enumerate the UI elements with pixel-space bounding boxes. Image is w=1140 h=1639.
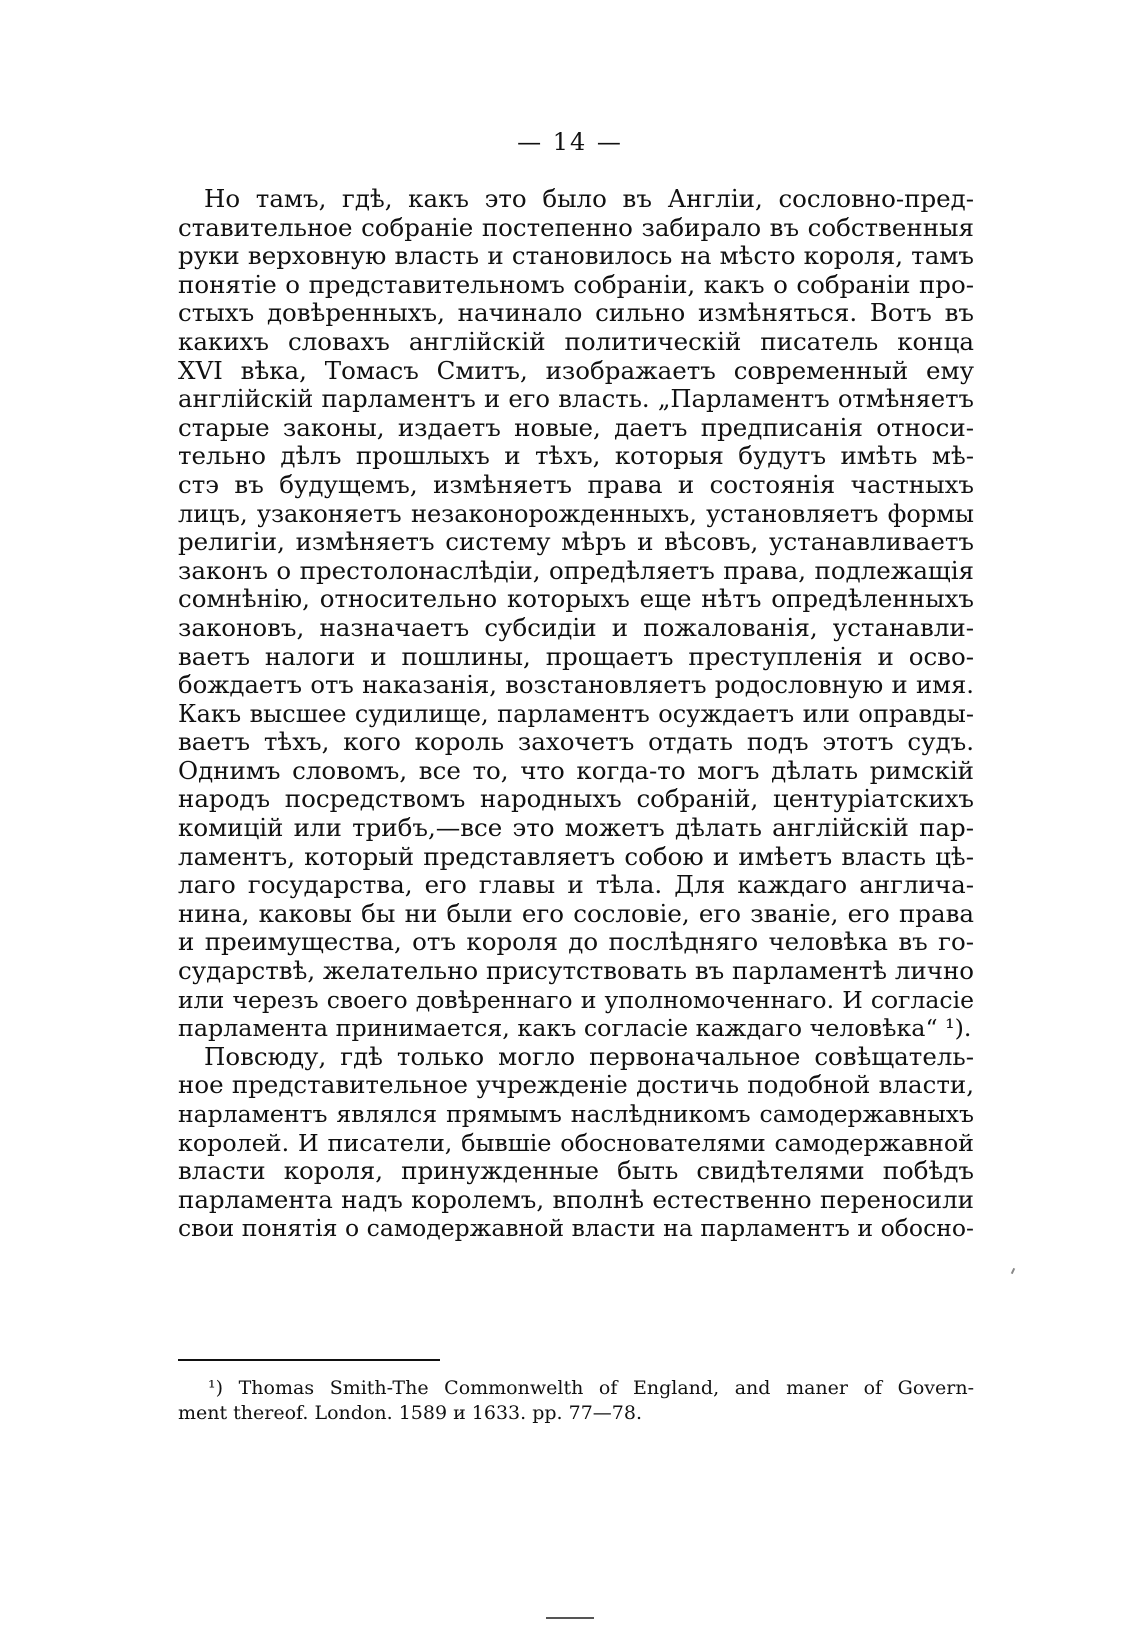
text-line: парламента принимается, какъ согласіе каждаго человѣка“ ¹). <box>178 1014 972 1043</box>
bottom-rule <box>546 1617 594 1619</box>
text-line: народъ посредствомъ народныхъ собраній, центуріатскихъ <box>178 784 974 814</box>
text-line: руки верховную власть и становилось на мѣсто короля, тамъ <box>178 241 974 271</box>
text-line: XVI вѣка, Томасъ Смитъ, изображаетъ современный ему <box>178 355 974 385</box>
text-line: королей. И писатели, бывшіе обоснователями самодержавной <box>178 1128 974 1157</box>
text-line: ставительное собраніе постепенно забирало въ собственныя <box>178 212 974 242</box>
text-line: лицъ, узаконяетъ незаконорожденныхъ, установляетъ формы <box>178 499 974 528</box>
text-line: бождаетъ отъ наказанія, возстановляетъ родословную и имя. <box>178 670 974 700</box>
text-line: тельно дѣлъ прошлыхъ и тѣхъ, которыя будутъ имѣть мѣ- <box>178 441 974 471</box>
text-line: комицій или трибъ,—все это можетъ дѣлать англійскій пар- <box>178 813 974 843</box>
body-text <box>178 185 974 1243</box>
text-line: Но тамъ, гдѣ, какъ это было въ Англіи, сословно-пред- <box>204 184 974 213</box>
text-line: или черезъ своего довѣреннаго и уполномоченнаго. И согласіе <box>178 985 974 1014</box>
text-line: лаго государства, его главы и тѣла. Для каждаго англича- <box>178 870 974 900</box>
text-line: сомнѣнію, относительно которыхъ еще нѣтъ опредѣленныхъ <box>178 584 974 614</box>
text-line: Повсюду, гдѣ только могло первоначальное совѣщатель- <box>204 1041 974 1071</box>
text-line: ное представительное учрежденіе достичь подобной власти, <box>178 1070 974 1100</box>
text-line: законъ о престолонаслѣдіи, опредѣляетъ права, подлежащія <box>178 555 974 585</box>
text-line: Однимъ словомъ, все то, что когда-то могъ дѣлать римскій <box>178 755 974 785</box>
footnote-line: ment thereof. London. 1589 и 1633. pp. 77—78. <box>178 1402 643 1424</box>
text-line: свои понятія о самодержавной власти на парламентъ и обосно- <box>178 1214 974 1243</box>
text-line: нина, каковы бы ни были его сословіе, его званіе, его права <box>178 898 974 928</box>
text-line: религіи, измѣняетъ систему мѣръ и вѣсовъ, устанавливаетъ <box>178 527 974 557</box>
page-number: — 14 — <box>517 128 623 156</box>
text-line: сударствѣ, желательно присутствовать въ парламентѣ лично <box>178 956 975 986</box>
text-line: Какъ высшее судилище, парламентъ осуждаетъ или оправды- <box>178 699 974 728</box>
print-speck <box>1011 1268 1015 1274</box>
text-line: нарламентъ являлся прямымъ наслѣдникомъ самодержавныхъ <box>178 1100 974 1128</box>
text-line: какихъ словахъ англійскій политическій писатель конца <box>178 326 974 356</box>
text-line: ламентъ, который представляетъ собою и имѣетъ власть цѣ- <box>178 841 974 871</box>
text-line: понятіе о представительномъ собраніи, какъ о собраніи про- <box>178 269 974 299</box>
text-line: и преимущества, отъ короля до послѣдняго человѣка въ го- <box>178 927 974 957</box>
text-line: стэ въ будущемъ, измѣняетъ права и состоянія частныхъ <box>178 469 974 499</box>
text-line: парламента надъ королемъ, вполнѣ естественно переносили <box>178 1184 974 1214</box>
footnotes <box>178 1376 974 1426</box>
text-line: старые законы, издаетъ новые, даетъ предписанія относи- <box>178 412 974 442</box>
text-line: англійскій парламентъ и его власть. „Парламентъ отмѣняетъ <box>178 384 974 414</box>
text-line: ваетъ тѣхъ, кого король захочетъ отдать подъ этотъ судъ. <box>178 727 974 757</box>
text-line: стыхъ довѣренныхъ, начинало сильно измѣняться. Вотъ въ <box>178 298 974 328</box>
footnote-line: ¹) Thomas Smith-The Commonwelth of England, and maner of Govern- <box>208 1377 974 1399</box>
text-line: законовъ, назначаетъ субсидіи и пожалованія, устанавли- <box>178 612 974 642</box>
footnote-divider <box>178 1359 440 1361</box>
text-line: ваетъ налоги и пошлины, прощаетъ преступленія и осво- <box>178 641 974 671</box>
text-line: власти короля, принужденные быть свидѣтелями побѣдъ <box>178 1156 974 1186</box>
